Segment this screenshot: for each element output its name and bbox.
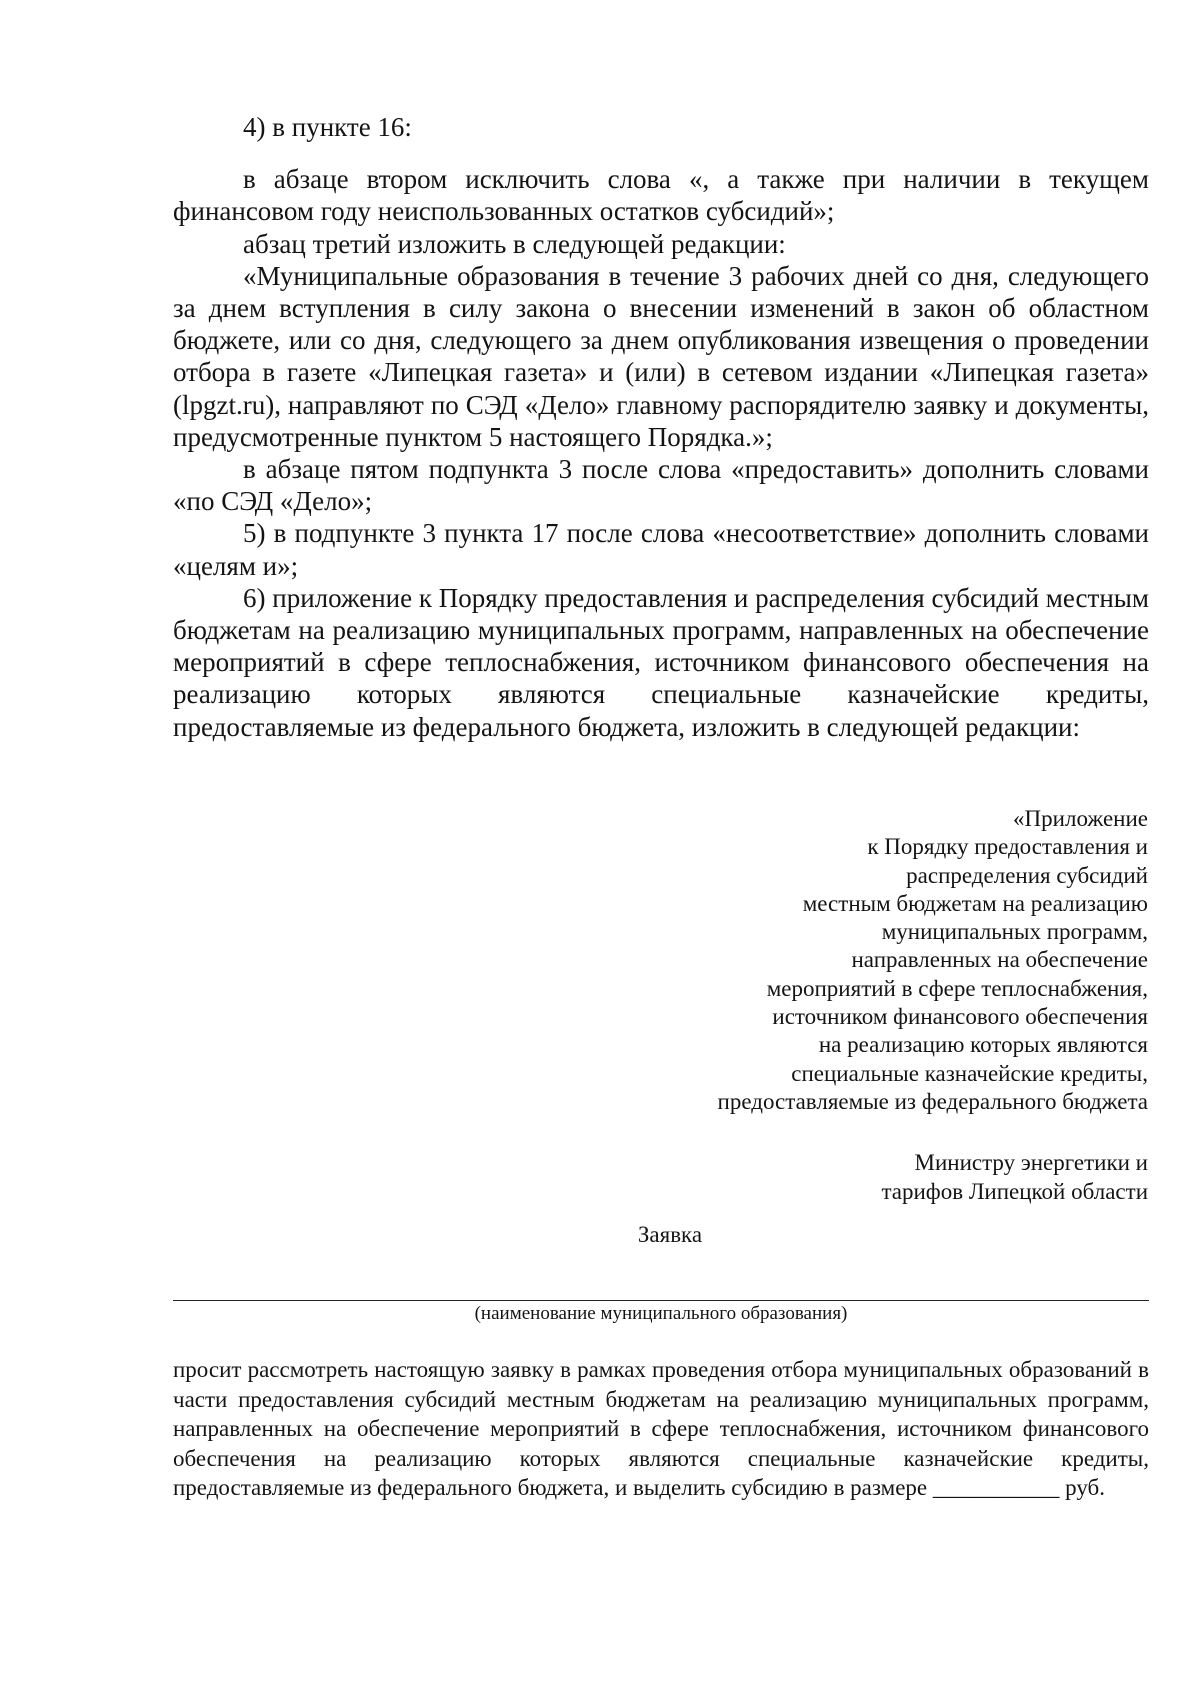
paragraph-exclude-words: в абзаце втором исключить слова «, а также при наличии в текущем финансовом году неиспользованных остатков субсидий»; bbox=[173, 164, 1149, 227]
appendix-line: местным бюджетам на реализацию bbox=[802, 890, 1148, 916]
item-4-heading: 4) в пункте 16: bbox=[243, 112, 412, 142]
request-text: просит рассмотреть настоящую заявку в рамках проведения отбора муниципальных образований в части предоставления субсидий местным бюджетам на реализацию муниципальных программ, направленных на обеспечение мероприятий в сфере теплоснабжения, источником финансового обеспечения на реализацию которых являются специальные казначейские кредиты, предоставляемые из федерального бюджета, и выделить субсидию в размере bbox=[173, 1357, 1149, 1500]
application-title: Заявка bbox=[637, 1222, 703, 1247]
request-paragraph bbox=[173, 1355, 1149, 1503]
addressee-block bbox=[881, 1148, 1148, 1206]
appendix-line: предоставляемые из федерального бюджета bbox=[717, 1088, 1148, 1114]
item-5: 5) в подпункте 3 пункта 17 после слова «несоответствие» дополнить словами «целям и»; bbox=[173, 518, 1149, 581]
appendix-line: распределения субсидий bbox=[906, 862, 1148, 888]
appendix-line: к Порядку предоставления и bbox=[867, 834, 1148, 860]
appendix-line: специальные казначейские кредиты, bbox=[791, 1060, 1148, 1086]
appendix-line: «Приложение bbox=[1013, 806, 1148, 831]
appendix-line: на реализацию которых являются bbox=[818, 1032, 1148, 1058]
appendix-line: муниципальных программ, bbox=[881, 919, 1148, 945]
appendix-line: источником финансового обеспечения bbox=[772, 1004, 1148, 1030]
paragraph-quoted-text: «Муниципальные образования в течение 3 рабочих дней со дня, следующего за днем вступления в силу закона о внесении изменений в закон об областном бюджете, или со дня, следующего за днем опубликования извещения о проведении отбора в газете «Липецкая газета» и (или) в сетевом издании «Липецкая газета» (lpgzt.ru), направляют по СЭД «Дело» главному распорядителю заявку и документы, предусмотренные пунктом 5 настоящего Порядка.»; bbox=[173, 260, 1149, 452]
appendix-line: направленных на обеспечение bbox=[851, 947, 1148, 973]
paragraph-third-abzac: абзац третий изложить в следующей редакции: bbox=[243, 228, 786, 259]
paragraph-fifth-abzac: в абзаце пятом подпункта 3 после слова «предоставить» дополнить словами «по СЭД «Дело»; bbox=[173, 454, 1149, 517]
addressee-line-2: тарифов Липецкой области bbox=[881, 1179, 1148, 1204]
appendix-line: мероприятий в сфере теплоснабжения, bbox=[766, 975, 1148, 1001]
amendments-section bbox=[173, 111, 1149, 743]
appendix-header bbox=[718, 805, 1148, 1116]
municipality-name-caption: (наименование муниципального образования) bbox=[474, 1303, 848, 1324]
item-6: 6) приложение к Порядку предоставления и распределения субсидий местным бюджетам на реализацию муниципальных программ, направленных на обеспечение мероприятий в сфере теплоснабжения, источником финансового обеспечения на реализацию которых являются специальные казначейские кредиты, предоставляемые из федерального бюджета, изложить в следующей редакции: bbox=[173, 582, 1149, 742]
currency-label: руб. bbox=[1065, 1475, 1105, 1500]
amount-blank: ___________ bbox=[932, 1475, 1060, 1500]
addressee-line-1: Министру энергетики и bbox=[914, 1150, 1148, 1175]
municipality-name-line bbox=[173, 1300, 1149, 1301]
